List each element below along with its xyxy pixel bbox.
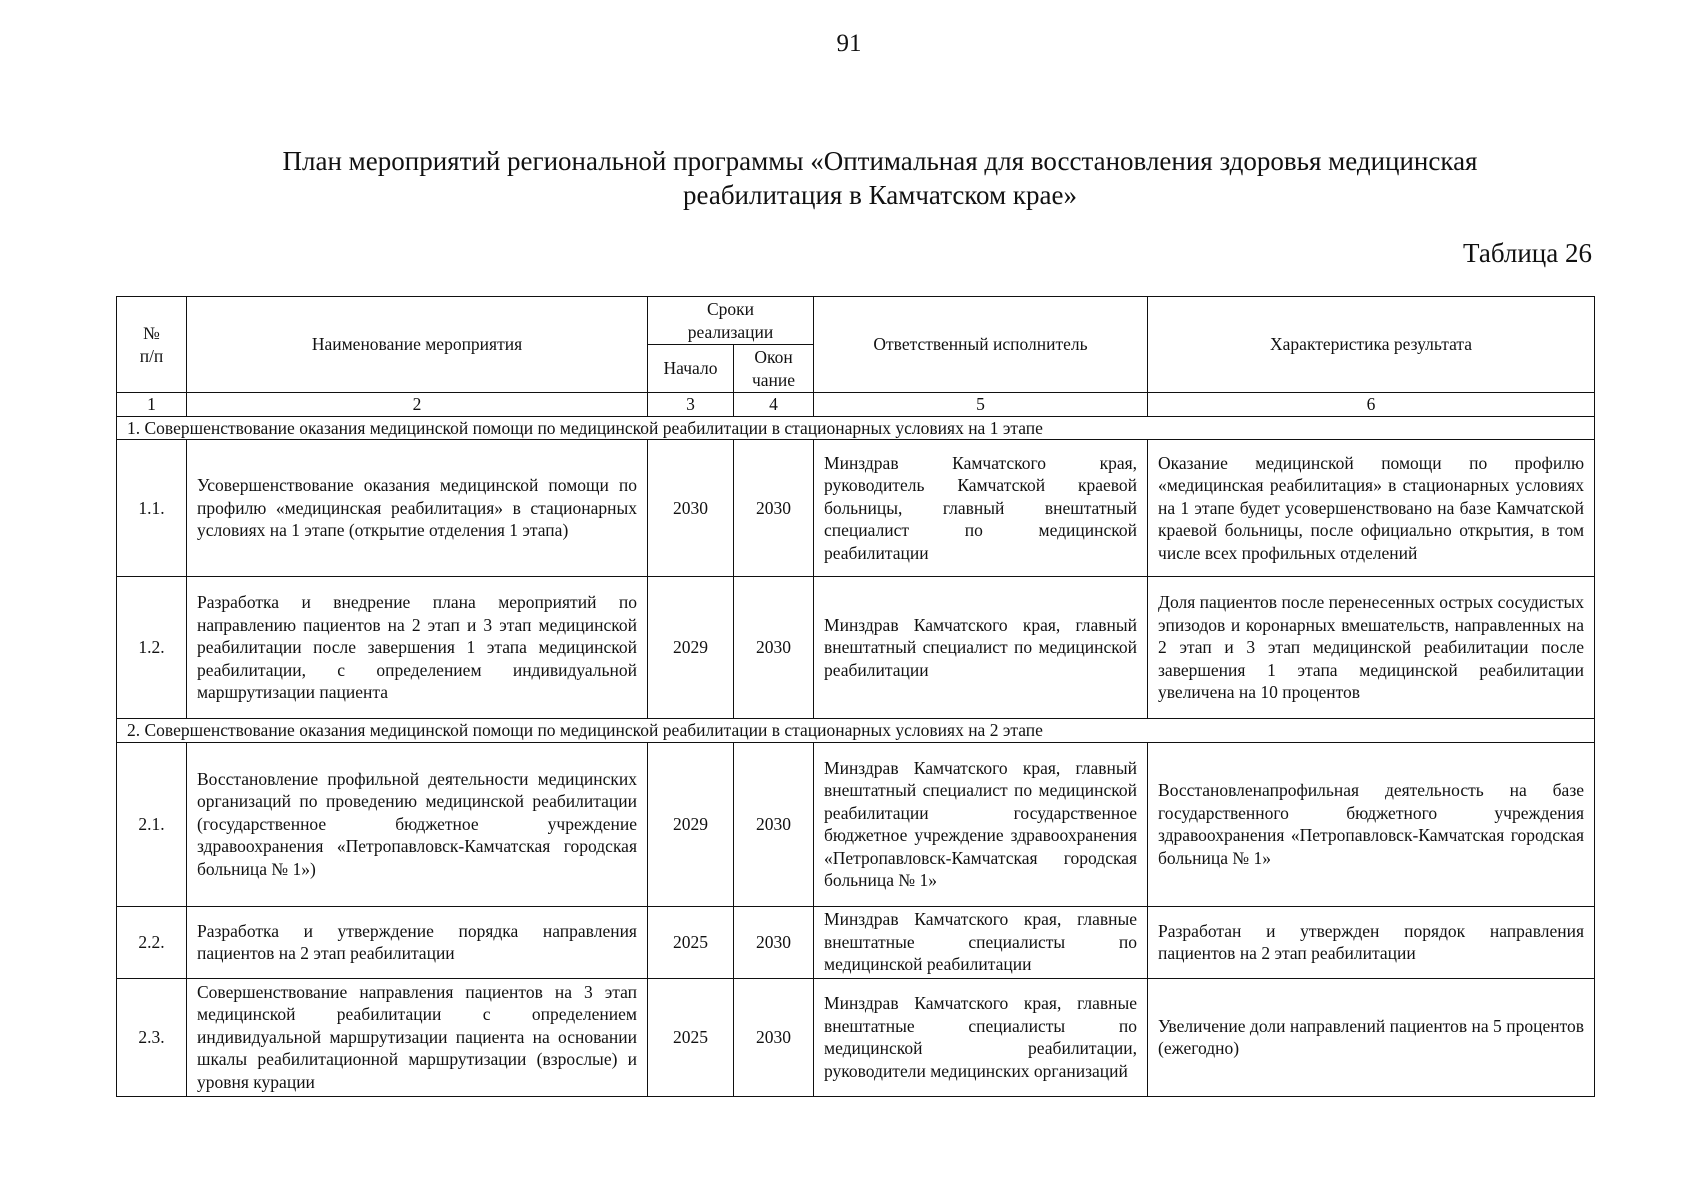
column-number: 1	[117, 393, 187, 417]
row-number: 1.2.	[117, 577, 187, 719]
table-row	[117, 577, 1595, 719]
row-number: 1.1.	[117, 440, 187, 577]
result-description: Увеличение доли направлений пациентов на 5 процентов (ежегодно)	[1148, 978, 1595, 1096]
responsible-executor: Минздрав Камчатского края, главный внештатный специалист по медицинской реабилитации государственное бюджетное учреждение здравоохранения «Петропавловск-Камчатская городская больница № 1»	[814, 742, 1148, 906]
column-number: 2	[187, 393, 648, 417]
responsible-executor: Минздрав Камчатского края, главный внештатный специалист по медицинской реабилитации	[814, 577, 1148, 719]
title-line-2: реабилитация в Камчатском крае»	[683, 180, 1077, 210]
column-number-row	[117, 393, 1595, 417]
responsible-executor: Минздрав Камчатского края, главные внештатные специалисты по медицинской реабилитации, руководители медицинских организаций	[814, 978, 1148, 1096]
activity-name: Разработка и внедрение плана мероприятий по направлению пациентов на 2 этап и 3 этап медицинской реабилитации после завершения 1 этапа медицинской реабилитации, с определением индивидуальной маршрутизации пациента	[187, 577, 648, 719]
result-description: Доля пациентов после перенесенных острых сосудистых эпизодов и коронарных вмешательств, направленных на 2 этап и 3 этап медицинской реабилитации после завершения 1 этапа медицинской реабилитации увеличена на 10 процентов	[1148, 577, 1595, 719]
responsible-executor: Минздрав Камчатского края, руководитель Камчатской краевой больницы, главный внештатный специалист по медицинской реабилитации	[814, 440, 1148, 577]
end-year: 2030	[734, 978, 814, 1096]
activity-name: Усовершенствование оказания медицинской помощи по профилю «медицинская реабилитация» в стационарных условиях на 1 этапе (открытие отделения 1 этапа)	[187, 440, 648, 577]
header-start: Начало	[648, 345, 734, 393]
table-row	[117, 978, 1595, 1096]
column-number: 4	[734, 393, 814, 417]
activity-name: Восстановление профильной деятельности медицинских организаций по проведению медицинской реабилитации (государственное бюджетное учреждение здравоохранения «Петропавловск-Камчатская городская больница № 1»)	[187, 742, 648, 906]
result-description: Восстановленапрофильная деятельность на базе государственного бюджетного учреждения здравоохранения «Петропавловск-Камчатская городская больница № 1»	[1148, 742, 1595, 906]
start-year: 2030	[648, 440, 734, 577]
start-year: 2025	[648, 978, 734, 1096]
plan-table	[116, 296, 1595, 1097]
column-number: 5	[814, 393, 1148, 417]
start-year: 2029	[648, 742, 734, 906]
column-number: 6	[1148, 393, 1595, 417]
start-year: 2025	[648, 906, 734, 978]
table-row	[117, 742, 1595, 906]
table-row	[117, 440, 1595, 577]
header-no: № п/п	[117, 297, 187, 393]
column-number: 3	[648, 393, 734, 417]
start-year: 2029	[648, 577, 734, 719]
end-year: 2030	[734, 577, 814, 719]
table-label: Таблица 26	[1463, 238, 1592, 268]
activity-name: Разработка и утверждение порядка направления пациентов на 2 этап реабилитации	[187, 906, 648, 978]
table-row	[117, 906, 1595, 978]
result-description: Разработан и утвержден порядок направления пациентов на 2 этап реабилитации	[1148, 906, 1595, 978]
header-result: Характеристика результата	[1148, 297, 1595, 393]
row-number: 2.1.	[117, 742, 187, 906]
header-end: Окон чание	[734, 345, 814, 393]
responsible-executor: Минздрав Камчатского края, главные внештатные специалисты по медицинской реабилитации	[814, 906, 1148, 978]
header-name: Наименование мероприятия	[187, 297, 648, 393]
section-row	[117, 416, 1595, 440]
section-title: 2. Совершенствование оказания медицинской помощи по медицинской реабилитации в стационарных условиях на 2 этапе	[117, 719, 1595, 743]
result-description: Оказание медицинской помощи по профилю «медицинская реабилитация» в стационарных условиях на 1 этапе будет усовершенствовано на базе Камчатской краевой больницы, после официально открытия, в том числе всех профильных отделений	[1148, 440, 1595, 577]
document-title	[240, 144, 1520, 212]
header-executor: Ответственный исполнитель	[814, 297, 1148, 393]
activity-name: Совершенствование направления пациентов на 3 этап медицинской реабилитации с определением индивидуальной маршрутизации пациента на основании шкалы реабилитационной маршрутизации (взрослые) и уровня курации	[187, 978, 648, 1096]
end-year: 2030	[734, 906, 814, 978]
page-number: 91	[836, 30, 862, 57]
header-terms: Сроки реализации	[648, 297, 814, 345]
section-title: 1. Совершенствование оказания медицинской помощи по медицинской реабилитации в стационарных условиях на 1 этапе	[117, 416, 1595, 440]
section-row	[117, 719, 1595, 743]
title-line-1: План мероприятий региональной программы «Оптимальная для восстановления здоровья медицинская	[282, 146, 1478, 176]
end-year: 2030	[734, 440, 814, 577]
row-number: 2.2.	[117, 906, 187, 978]
end-year: 2030	[734, 742, 814, 906]
row-number: 2.3.	[117, 978, 187, 1096]
